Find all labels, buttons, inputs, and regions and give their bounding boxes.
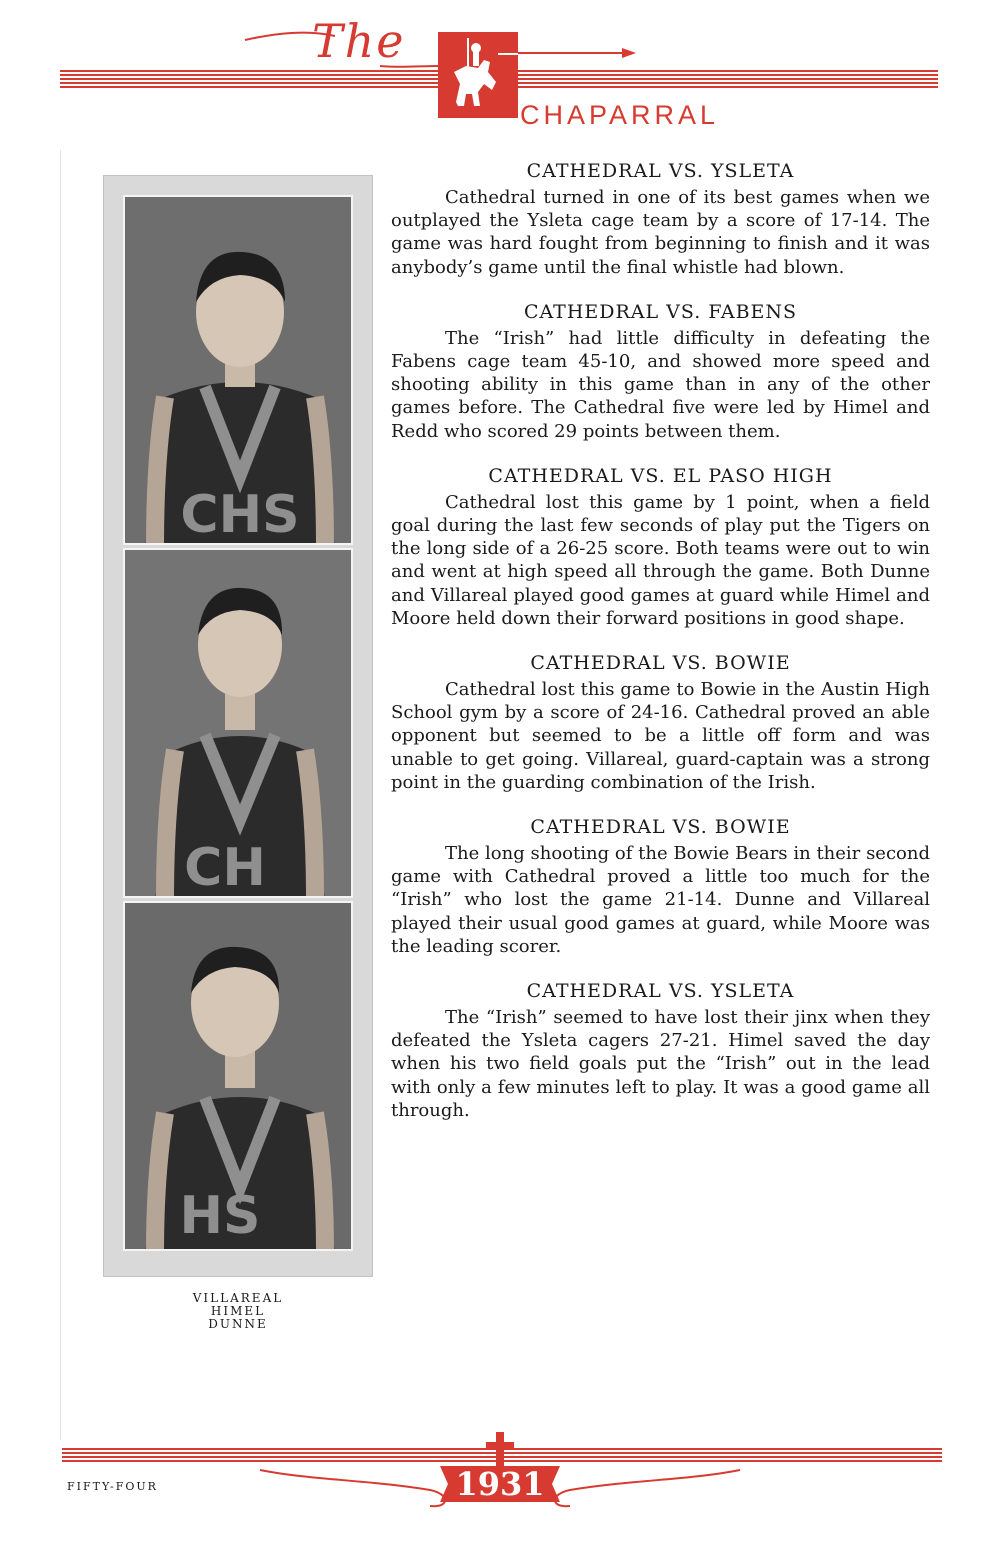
game-heading: CATHEDRAL VS. YSLETA [526,160,795,182]
photo-caption-line: HIMEL [210,1304,266,1318]
year-banner [440,1466,560,1502]
game-report [391,160,930,279]
game-body: The “Irish” seemed to have lost their jinx when they defeated the Ysleta cagers 27-21. Himel saved the day when his two field goals put the “Irish” out in the lead with only a few minutes left to play. It was a good game all through. [391,1007,930,1121]
game-heading: CATHEDRAL VS. BOWIE [530,652,791,675]
knight-on-horse-icon [438,32,518,118]
game-report [391,652,930,794]
photo-caption-line: DUNNE [208,1317,268,1331]
player-portrait-villareal [123,195,353,545]
game-heading: CATHEDRAL VS. BOWIE [530,816,791,839]
game-heading: CATHEDRAL VS. YSLETA [526,980,795,1003]
photo-column [103,175,373,1277]
game-body: Cathedral lost this game to Bowie in the Austin High School gym by a score of 24-16. Cathedral proved an able opponent but seemed to be a little off form and was unable to get going. Villareal, guard-captain was a strong point in the guarding combination of the Irish. [391,679,930,793]
game-body: Cathedral lost this game by 1 point, when a field goal during the last few seconds of play put the Tigers on the long side of a 26-25 score. Both teams were out to win and went at high speed all through the game. Both Dunne and Villareal played good games at guard while Himel and Moore held down their forward positions in good shape. [391,491,930,629]
left-margin-rule [60,150,61,1440]
masthead-script-title: The [312,14,406,68]
masthead-subtitle: CHAPARRAL [520,100,720,130]
game-report [391,816,930,958]
jersey-letters: CH [184,838,266,898]
jersey-letters: HS [179,1186,261,1246]
photo-caption-line: VILLAREAL [192,1291,284,1305]
game-body: The “Irish” had little difficulty in defeating the Fabens cage team 45-10, and showed more speed and shooting ability in this game than in any of the other games before. The Cathedral five were led by Himel and Redd who scored 29 points between them. [391,327,930,442]
game-body: Cathedral turned in one of its best games when we outplayed the Ysleta cage team by a score of 17-14. The game was hard fought from beginning to finish and it was anybody’s game until the final whistle had blown. [391,187,930,278]
lance-icon [518,46,638,60]
jersey-letters: CHS [180,485,300,545]
game-report [391,465,930,630]
player-portrait-himel [123,548,353,898]
yearbook-year: 1931 [455,1465,545,1503]
game-body: The long shooting of the Bowie Bears in their second game with Cathedral proved a little too much for the “Irish” who lost the game 21-14. Dunne and Villareal played their usual good games at guard, while Moore was the leading scorer. [391,843,930,957]
game-reports [391,160,930,1144]
game-heading: CATHEDRAL VS. FABENS [523,300,798,323]
game-report [391,980,930,1122]
page-number: FIFTY-FOUR [67,1480,158,1493]
game-heading: CATHEDRAL VS. EL PASO HIGH [488,464,833,487]
game-report [391,301,930,443]
header-stripe-right [518,68,938,88]
player-portrait-dunne [123,901,353,1251]
